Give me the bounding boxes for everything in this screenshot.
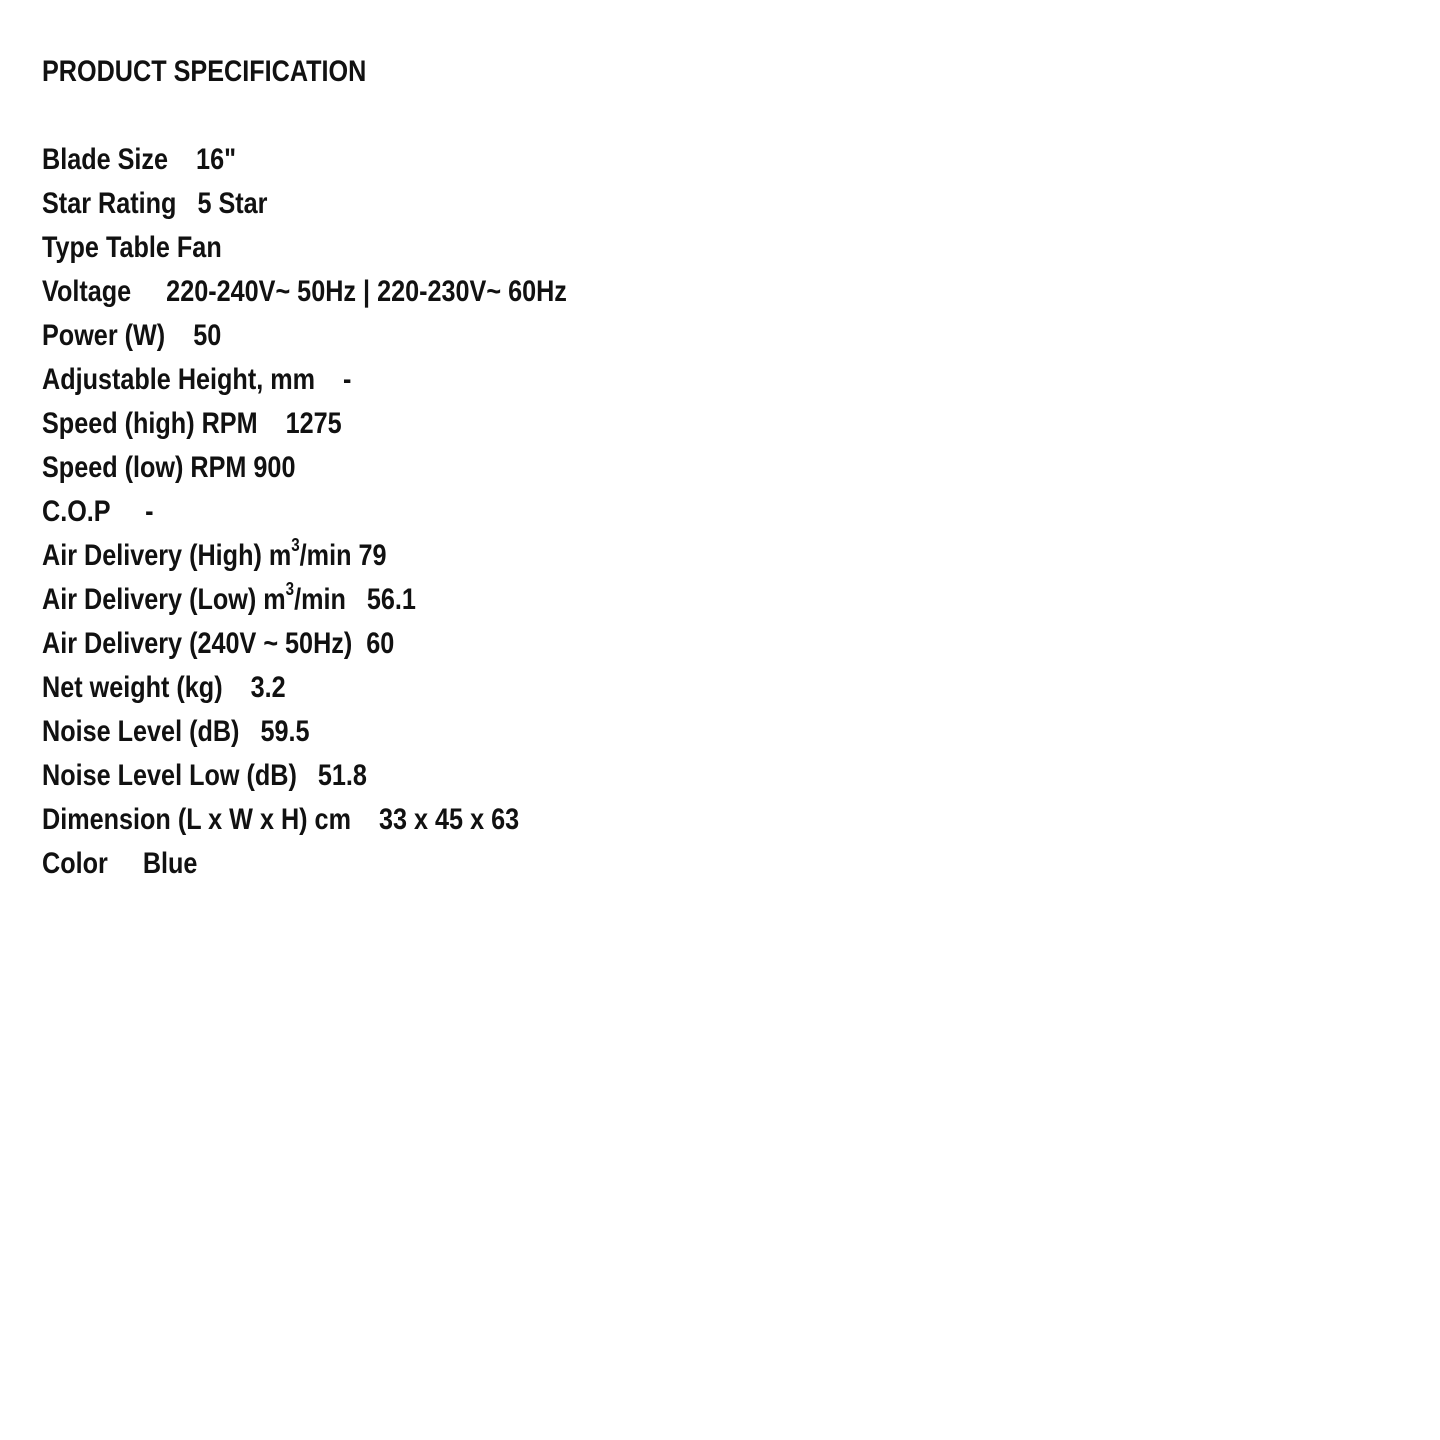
- spec-row: [42, 622, 1176, 666]
- spec-gap: [351, 803, 379, 836]
- spec-row: [42, 226, 1176, 270]
- spec-value: 900: [253, 451, 296, 484]
- spec-row: [42, 710, 1176, 754]
- spec-list: [42, 138, 1392, 886]
- spec-gap: [110, 495, 145, 528]
- spec-value: 51.8: [317, 759, 367, 792]
- spec-unit-suffix: /min: [294, 583, 346, 616]
- spec-document: [42, 50, 1392, 886]
- spec-gap: [223, 671, 251, 704]
- spec-gap: [258, 407, 286, 440]
- spec-label: Speed (low) RPM: [42, 451, 247, 484]
- spec-row: [42, 270, 1176, 314]
- spec-row: [42, 182, 1176, 226]
- spec-row: [42, 578, 1176, 622]
- spec-value: 56.1: [366, 583, 416, 616]
- spec-gap: [246, 451, 253, 484]
- spec-label: Noise Level Low (dB): [42, 759, 297, 792]
- spec-value: -: [343, 363, 352, 396]
- spec-label: Air Delivery (Low) m: [42, 583, 286, 616]
- spec-row: [42, 314, 1176, 358]
- spec-label: C.O.P: [42, 495, 111, 528]
- spec-unit-superscript: 3: [285, 579, 295, 599]
- spec-value: 5 Star: [197, 187, 268, 220]
- spec-label: Air Delivery (High) m: [42, 539, 292, 572]
- spec-value: 60: [366, 627, 395, 660]
- spec-row: [42, 842, 1176, 886]
- spec-gap: [239, 715, 260, 748]
- spec-row: [42, 490, 1176, 534]
- spec-gap: [108, 847, 143, 880]
- spec-label: Air Delivery (240V ~ 50Hz): [42, 627, 353, 660]
- spec-value: 50: [193, 319, 222, 352]
- spec-row: [42, 138, 1176, 182]
- spec-label: Noise Level (dB): [42, 715, 240, 748]
- spec-row: [42, 358, 1176, 402]
- spec-label: Voltage: [42, 275, 132, 308]
- spec-row: [42, 446, 1176, 490]
- spec-gap: [346, 583, 367, 616]
- spec-label: Blade Size: [42, 143, 169, 176]
- spec-value: Blue: [142, 847, 198, 880]
- spec-gap: [352, 627, 366, 660]
- spec-label: Star Rating: [42, 187, 177, 220]
- spec-unit-suffix: /min: [299, 539, 352, 572]
- spec-value: 79: [358, 539, 387, 572]
- document-title: PRODUCT SPECIFICATION: [42, 55, 367, 88]
- spec-value: 59.5: [260, 715, 310, 748]
- spec-label: Net weight (kg): [42, 671, 223, 704]
- spec-gap: [315, 363, 343, 396]
- spec-value: 16": [196, 143, 237, 176]
- spec-gap: [351, 539, 358, 572]
- spec-unit-superscript: 3: [291, 535, 300, 555]
- spec-row: [42, 402, 1176, 446]
- spec-value: -: [145, 495, 154, 528]
- spec-label: Speed (high) RPM: [42, 407, 258, 440]
- spec-value: 33 x 45 x 63: [378, 803, 520, 836]
- spec-value: 220-240V~ 50Hz | 220-230V~ 60Hz: [166, 275, 567, 308]
- spec-row: [42, 754, 1176, 798]
- spec-label: Adjustable Height, mm: [42, 363, 316, 396]
- spec-gap: [297, 759, 318, 792]
- spec-gap: [168, 143, 196, 176]
- spec-value: 3.2: [250, 671, 286, 704]
- spec-value: Table Fan: [105, 231, 222, 264]
- spec-row: [42, 798, 1176, 842]
- spec-gap: [165, 319, 193, 352]
- spec-gap: [131, 275, 166, 308]
- spec-label: Dimension (L x W x H) cm: [42, 803, 351, 836]
- spec-label: Type: [42, 231, 99, 264]
- spec-gap: [176, 187, 197, 220]
- spec-label: Power (W): [42, 319, 166, 352]
- spec-row: [42, 534, 1176, 578]
- spec-label: Color: [42, 847, 108, 880]
- spec-row: [42, 666, 1176, 710]
- spec-value: 1275: [285, 407, 342, 440]
